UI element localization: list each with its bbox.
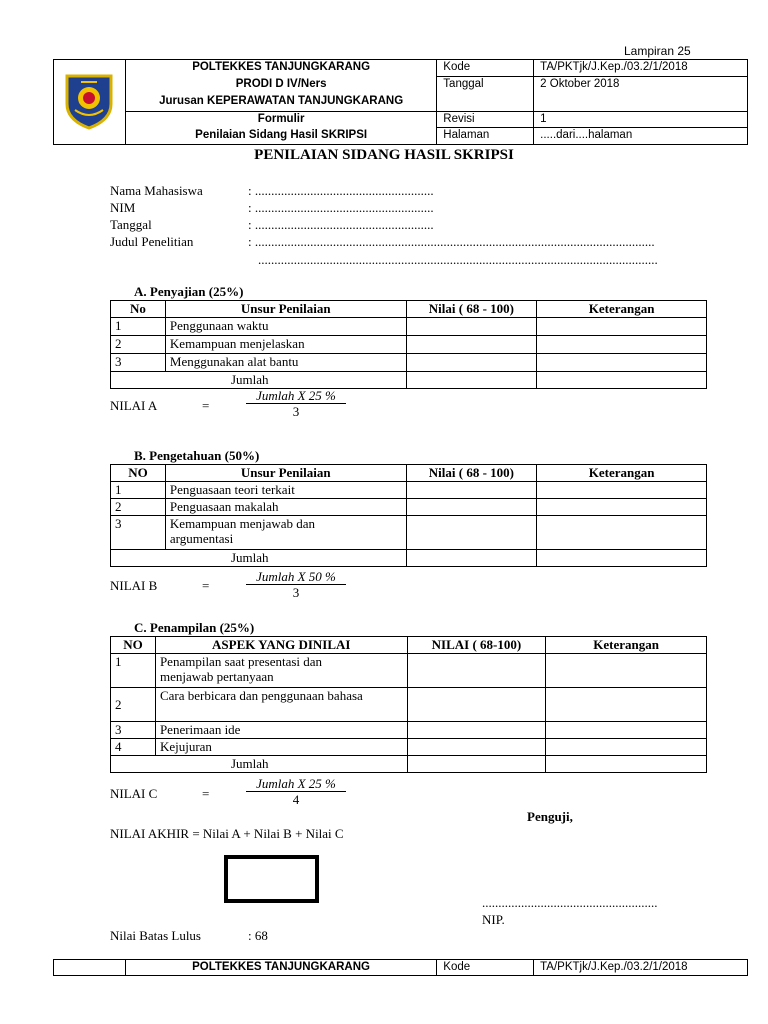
nama-field: : ....................................................... bbox=[248, 183, 434, 198]
nilai-cell[interactable] bbox=[406, 336, 537, 354]
nilai-cell[interactable] bbox=[406, 354, 537, 372]
keterangan-cell[interactable] bbox=[537, 482, 707, 499]
row-item: Cara berbicara dan penggunaan bahasa bbox=[155, 688, 407, 722]
halaman-value: .....dari....halaman bbox=[534, 128, 748, 145]
col-no: NO bbox=[111, 465, 166, 482]
table-row bbox=[111, 688, 707, 722]
nilai-akhir-box[interactable] bbox=[224, 855, 319, 903]
footer-logo-cell bbox=[54, 960, 126, 976]
keterangan-cell[interactable] bbox=[537, 354, 707, 372]
footer-kode-label: Kode bbox=[437, 960, 534, 976]
nilai-b-formula bbox=[246, 569, 346, 601]
table-row bbox=[111, 499, 707, 516]
section-c-title: C. Penampilan (25%) bbox=[134, 620, 255, 635]
row-item: Kemampuan menjelaskan bbox=[165, 336, 406, 354]
row-item: Menggunakan alat bantu bbox=[165, 354, 406, 372]
tanggal-label: Tanggal bbox=[437, 77, 534, 112]
nilai-b-numerator: Jumlah X 50 % bbox=[246, 569, 346, 585]
col-no: NO bbox=[111, 637, 156, 654]
nilai-a-denominator: 3 bbox=[292, 404, 300, 419]
jumlah-nilai-cell[interactable] bbox=[406, 550, 537, 567]
section-b-table bbox=[110, 464, 707, 567]
row-no: 1 bbox=[111, 318, 166, 336]
nilai-b-equals: = bbox=[202, 578, 210, 593]
institution-logo bbox=[63, 70, 115, 130]
halaman-label: Halaman bbox=[437, 128, 534, 145]
jumlah-keterangan-cell[interactable] bbox=[537, 372, 707, 389]
col-keterangan: Keterangan bbox=[537, 301, 707, 318]
table-row bbox=[111, 722, 707, 739]
footer-institution: POLTEKKES TANJUNGKARANG bbox=[125, 960, 436, 976]
col-aspek: ASPEK YANG DINILAI bbox=[155, 637, 407, 654]
row-item: Penampilan saat presentasi dan menjawab pertanyaan bbox=[155, 654, 407, 688]
tanggal-value: 2 Oktober 2018 bbox=[534, 77, 748, 112]
jurusan-name: Jurusan KEPERAWATAN TANJUNGKARANG bbox=[125, 94, 436, 112]
penguji-label: Penguji, bbox=[527, 809, 573, 824]
nilai-b-label: NILAI B bbox=[110, 578, 158, 593]
form-label: Formulir bbox=[125, 112, 436, 128]
keterangan-cell[interactable] bbox=[546, 688, 707, 722]
nilai-cell[interactable] bbox=[406, 516, 537, 550]
jumlah-label: Jumlah bbox=[111, 372, 407, 389]
col-keterangan: Keterangan bbox=[546, 637, 707, 654]
col-nilai: NILAI ( 68-100) bbox=[407, 637, 546, 654]
col-keterangan: Keterangan bbox=[537, 465, 707, 482]
kode-value: TA/PKTjk/J.Kep./03.2/1/2018 bbox=[534, 60, 748, 77]
revisi-label: Revisi bbox=[437, 112, 534, 128]
table-row bbox=[111, 482, 707, 499]
nilai-a-formula bbox=[246, 388, 346, 420]
nilai-a-equals: = bbox=[202, 398, 210, 413]
lampiran-label: Lampiran 25 bbox=[624, 44, 691, 58]
logo-cell bbox=[54, 60, 126, 145]
nim-field: : ....................................................... bbox=[248, 200, 434, 215]
keterangan-cell[interactable] bbox=[537, 318, 707, 336]
nilai-cell[interactable] bbox=[406, 318, 537, 336]
row-no: 4 bbox=[111, 739, 156, 756]
nilai-akhir-formula: NILAI AKHIR = Nilai A + Nilai B + Nilai C bbox=[110, 826, 344, 841]
revisi-value: 1 bbox=[534, 112, 748, 128]
jumlah-label: Jumlah bbox=[111, 756, 408, 773]
document-title: PENILAIAN SIDANG HASIL SKRIPSI bbox=[254, 147, 514, 163]
section-b-title: B. Pengetahuan (50%) bbox=[134, 448, 260, 463]
jumlah-label: Jumlah bbox=[111, 550, 407, 567]
keterangan-cell[interactable] bbox=[537, 336, 707, 354]
nilai-c-label: NILAI C bbox=[110, 786, 158, 801]
footer-kode-value: TA/PKTjk/J.Kep./03.2/1/2018 bbox=[534, 960, 748, 976]
batas-lulus-label: Nilai Batas Lulus bbox=[110, 928, 201, 943]
row-no: 2 bbox=[111, 499, 166, 516]
document-header bbox=[53, 59, 748, 145]
judul-field-line2: ........................................................................................................................... bbox=[258, 252, 658, 267]
col-no: No bbox=[111, 301, 166, 318]
section-c-table bbox=[110, 636, 707, 773]
nilai-c-numerator: Jumlah X 25 % bbox=[246, 776, 346, 792]
table-row bbox=[111, 318, 707, 336]
row-item: Penguasaan makalah bbox=[165, 499, 406, 516]
nilai-cell[interactable] bbox=[406, 482, 537, 499]
nilai-cell[interactable] bbox=[407, 739, 546, 756]
row-no: 2 bbox=[111, 688, 156, 722]
nilai-c-equals: = bbox=[202, 786, 210, 801]
keterangan-cell[interactable] bbox=[537, 499, 707, 516]
jumlah-nilai-cell[interactable] bbox=[407, 756, 546, 773]
col-nilai: Nilai ( 68 - 100) bbox=[406, 301, 537, 318]
keterangan-cell[interactable] bbox=[546, 739, 707, 756]
tanggal-label-identity: Tanggal bbox=[110, 217, 152, 232]
nilai-b-denominator: 3 bbox=[292, 585, 300, 600]
nip-label: NIP. bbox=[482, 912, 505, 927]
keterangan-cell[interactable] bbox=[546, 722, 707, 739]
table-row bbox=[111, 354, 707, 372]
row-no: 2 bbox=[111, 336, 166, 354]
table-row bbox=[111, 739, 707, 756]
judul-label: Judul Penelitian bbox=[110, 234, 194, 249]
jumlah-keterangan-cell[interactable] bbox=[546, 756, 707, 773]
nilai-a-numerator: Jumlah X 25 % bbox=[246, 388, 346, 404]
row-item: Penguasaan teori terkait bbox=[165, 482, 406, 499]
table-row bbox=[111, 654, 707, 688]
jumlah-keterangan-cell[interactable] bbox=[537, 550, 707, 567]
section-a-title: A. Penyajian (25%) bbox=[134, 284, 244, 299]
row-no: 1 bbox=[111, 654, 156, 688]
footer-header bbox=[53, 959, 748, 976]
row-no: 3 bbox=[111, 354, 166, 372]
table-row bbox=[111, 516, 707, 550]
tanggal-field: : ....................................................... bbox=[248, 217, 434, 232]
institution-name: POLTEKKES TANJUNGKARANG bbox=[125, 60, 436, 77]
nama-label: Nama Mahasiswa bbox=[110, 183, 203, 198]
keterangan-cell[interactable] bbox=[546, 654, 707, 688]
col-unsur: Unsur Penilaian bbox=[165, 301, 406, 318]
judul-field: : ........................................................................................................................... bbox=[248, 234, 655, 249]
form-title: Penilaian Sidang Hasil SKRIPSI bbox=[125, 128, 436, 145]
row-item: Kemampuan menjawab dan argumentasi bbox=[165, 516, 406, 550]
prodi-name: PRODI D IV/Ners bbox=[125, 77, 436, 94]
signature-line: ...................................................... bbox=[482, 895, 658, 910]
row-no: 3 bbox=[111, 722, 156, 739]
batas-lulus-value: : 68 bbox=[248, 928, 268, 943]
jumlah-nilai-cell[interactable] bbox=[406, 372, 537, 389]
col-unsur: Unsur Penilaian bbox=[165, 465, 406, 482]
row-item: Kejujuran bbox=[155, 739, 407, 756]
section-a-table bbox=[110, 300, 707, 389]
row-item: Penerimaan ide bbox=[155, 722, 407, 739]
table-row bbox=[111, 336, 707, 354]
kode-label: Kode bbox=[437, 60, 534, 77]
row-no: 1 bbox=[111, 482, 166, 499]
nilai-cell[interactable] bbox=[407, 688, 546, 722]
nim-label: NIM bbox=[110, 200, 136, 215]
nilai-c-formula bbox=[246, 776, 346, 808]
col-nilai: Nilai ( 68 - 100) bbox=[406, 465, 537, 482]
nilai-cell[interactable] bbox=[407, 722, 546, 739]
row-item: Penggunaan waktu bbox=[165, 318, 406, 336]
row-no: 3 bbox=[111, 516, 166, 550]
nilai-c-denominator: 4 bbox=[292, 792, 300, 807]
nilai-cell[interactable] bbox=[407, 654, 546, 688]
nilai-a-label: NILAI A bbox=[110, 398, 158, 413]
nilai-cell[interactable] bbox=[406, 499, 537, 516]
keterangan-cell[interactable] bbox=[537, 516, 707, 550]
